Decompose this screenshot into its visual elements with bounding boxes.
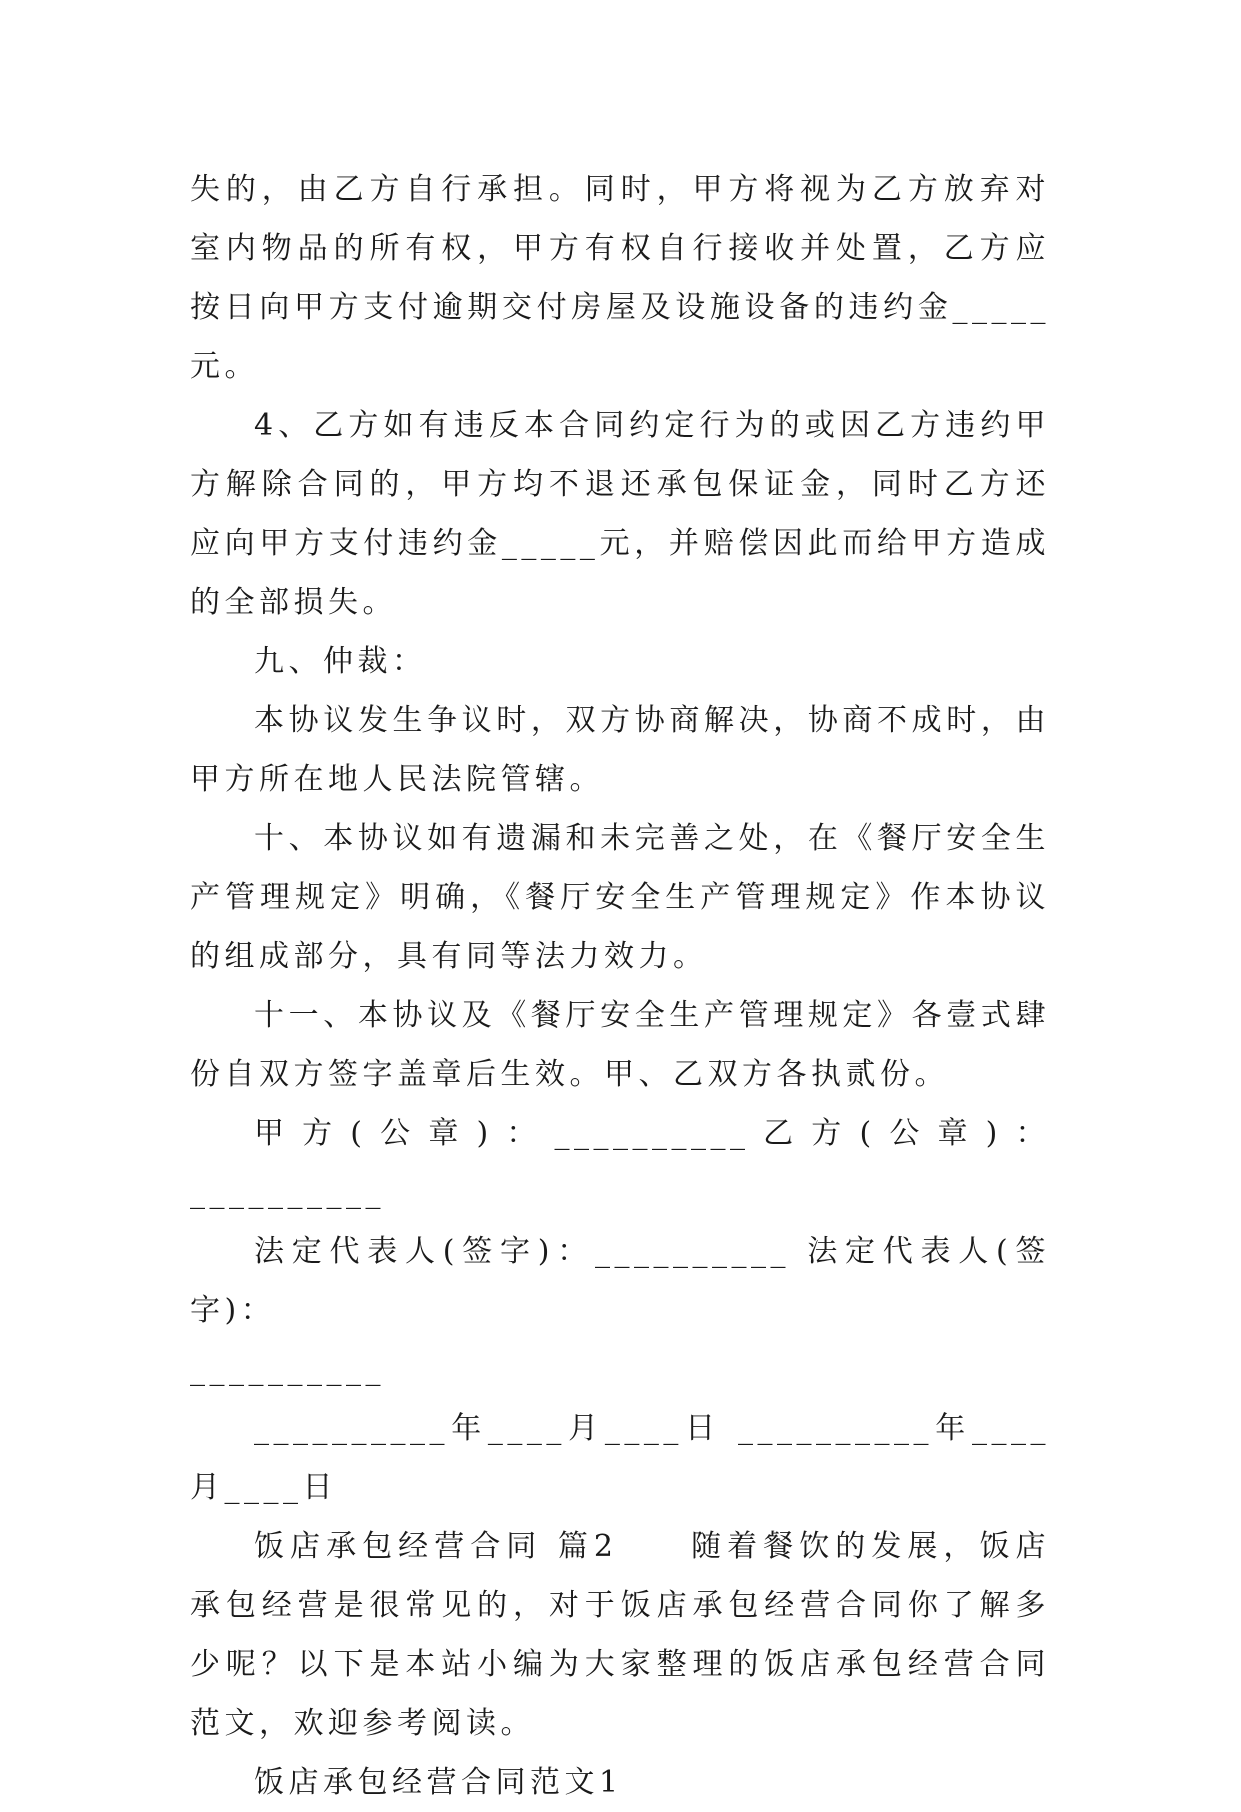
signature-seal-line: 甲方(公章)：__________乙方(公章)：__________ xyxy=(190,1116,1050,1210)
section2-heading: 饭店承包经营合同范文1 xyxy=(254,1765,623,1800)
document-body xyxy=(190,160,1050,1812)
paragraph-clause-4: 4、乙方如有违反本合同约定行为的或因乙方违约甲方解除合同的，甲方均不退还承包保证金，同时乙方还应向甲方支付违约金_____元，并赔偿因此而给甲方造成的全部损失。 xyxy=(190,408,1050,620)
paragraph-clause-11: 十一、本协议及《餐厅安全生产管理规定》各壹式肆份自双方签字盖章后生效。甲、乙双方各执贰份。 xyxy=(190,998,1050,1092)
paragraph-penalty-continued: 失的，由乙方自行承担。同时，甲方将视为乙方放弃对室内物品的所有权，甲方有权自行接收并处置，乙方应按日向甲方支付逾期交付房屋及设施设备的违约金_____元。 xyxy=(190,172,1050,384)
signature-representative-line: 法定代表人(签字)：__________ 法定代表人(签字)： xyxy=(190,1234,1050,1328)
paragraph-arbitration: 本协议发生争议时，双方协商解决，协商不成时，由甲方所在地人民法院管辖。 xyxy=(190,703,1050,797)
signature-date-line: __________年____月____日 __________年____月____日 xyxy=(190,1411,1050,1505)
heading-arbitration: 九、仲裁： xyxy=(254,644,427,679)
paragraph-clause-10: 十、本协议如有遗漏和未完善之处，在《餐厅安全生产管理规定》明确，《餐厅安全生产管理规定》作本协议的组成部分，具有同等法力效力。 xyxy=(190,821,1050,974)
section2-intro: 饭店承包经营合同 篇2 随着餐饮的发展，饭店承包经营是很常见的，对于饭店承包经营合同你了解多少呢？以下是本站小编为大家整理的饭店承包经营合同范文，欢迎参考阅读。 xyxy=(190,1529,1050,1741)
signature-representative-blank: __________ xyxy=(190,1352,385,1387)
